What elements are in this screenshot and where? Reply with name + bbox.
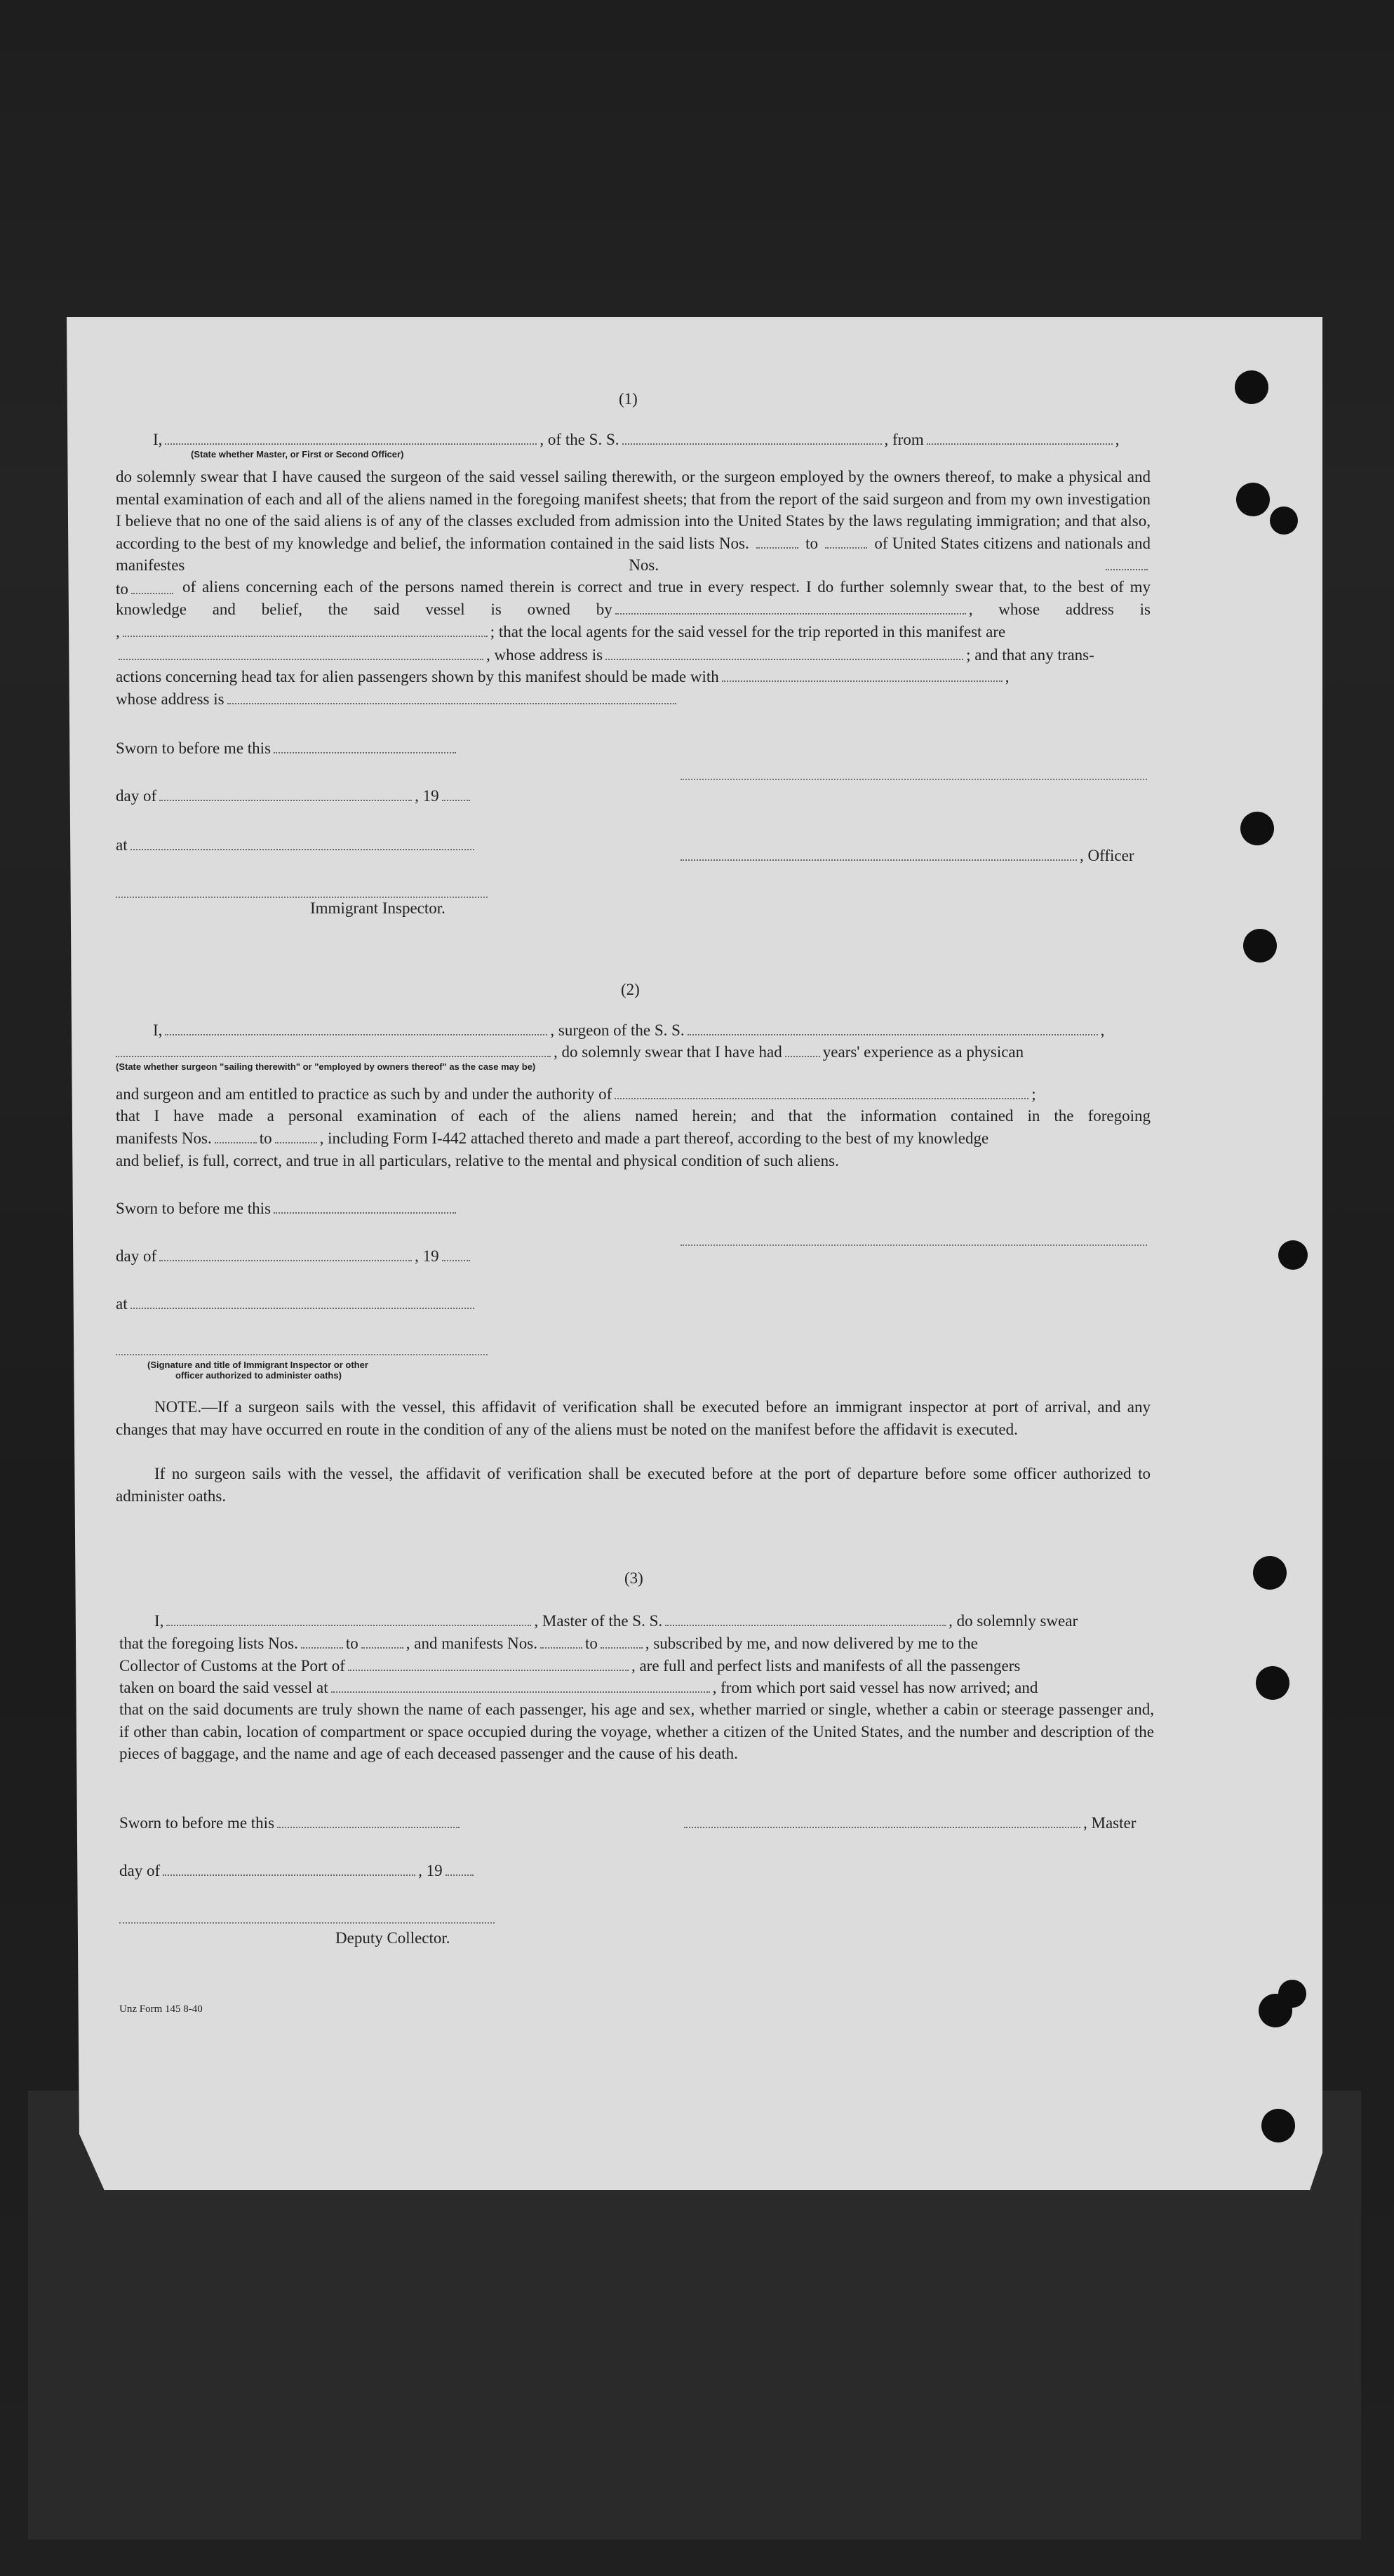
blank-master-name bbox=[166, 1623, 531, 1626]
immigrant-inspector-label: Immigrant Inspector. bbox=[310, 899, 445, 917]
punch-hole bbox=[1270, 507, 1298, 535]
section-1-line-1: I, , of the S. S. , from , bbox=[153, 431, 1120, 448]
blank-owner-address bbox=[123, 634, 488, 637]
section-3-line-1: I, , Master of the S. S. , do solemnly swear bbox=[154, 1612, 1078, 1630]
blank-month bbox=[159, 1259, 412, 1261]
blank-month bbox=[163, 1873, 415, 1876]
section-2-line-2: , do solemnly swear that I have had years' experience as a physican bbox=[116, 1040, 1024, 1064]
blank-owner bbox=[615, 612, 966, 615]
blank-manifests-to bbox=[601, 1646, 643, 1649]
section-1-day-of: day of , 19 bbox=[116, 784, 473, 808]
section-2-line-4: that I have made a personal examination of each of the aliens named herein; and that the information contained in the foregoing bbox=[116, 1107, 1151, 1125]
blank-sworn-day bbox=[274, 1211, 456, 1214]
section-1-agents-line: , ; that the local agents for the said vessel for the trip reported in this manifest are bbox=[116, 623, 1006, 640]
note-paragraph-1: NOTE.—If a surgeon sails with the vessel, this affidavit of verification shall be executed before an immigrant inspector at port of arrival, and any changes that may have occurred en route in the condition of any of the aliens must be noted on the manifest before the affidavit is executed. bbox=[116, 1398, 1151, 1438]
blank-ship-name bbox=[622, 442, 882, 445]
blank-sworn-day bbox=[274, 751, 456, 753]
section-2-day-of: day of , 19 bbox=[116, 1245, 473, 1268]
section-3-line-3: Collector of Customs at the Port of , are full and perfect lists and manifests of all the passengers bbox=[119, 1657, 1021, 1675]
blank-port bbox=[348, 1668, 629, 1671]
punch-hole bbox=[1256, 1666, 1289, 1700]
from-label: , from bbox=[884, 431, 924, 448]
signature-caption-1: (Signature and title of Immigrant Inspector or other bbox=[147, 1360, 368, 1370]
section-2-number: (2) bbox=[621, 981, 640, 998]
blank-officer bbox=[165, 442, 537, 445]
blank-agents bbox=[119, 657, 483, 660]
section-1-line-to: to bbox=[116, 577, 176, 601]
signature-line-master bbox=[681, 779, 1147, 780]
blank-manifest-to bbox=[275, 1141, 317, 1143]
blank-place bbox=[130, 1306, 474, 1309]
to-label: to bbox=[805, 534, 818, 552]
blank-surgeon-name bbox=[165, 1033, 547, 1035]
section-1-whose-address: whose address is bbox=[116, 687, 679, 711]
note-paragraph-2: If no surgeon sails with the vessel, the affidavit of verification shall be executed before at the port of departure before some officer authorized to administer oaths. bbox=[116, 1465, 1151, 1505]
section-3-number: (3) bbox=[624, 1569, 643, 1587]
section-2-line-1: I, , surgeon of the S. S. , bbox=[153, 1021, 1105, 1039]
blank-month bbox=[159, 798, 412, 801]
section-3-master: , Master bbox=[684, 1811, 1136, 1835]
blank-agents-address bbox=[605, 657, 963, 660]
section-3-line-4: taken on board the said vessel at , from which port said vessel has now arrived; and bbox=[119, 1679, 1038, 1696]
deputy-collector-label: Deputy Collector. bbox=[335, 1929, 450, 1947]
blank-officer-signature bbox=[681, 858, 1077, 861]
section-2-line-6: and belief, is full, correct, and true in all particulars, relative to the mental and physical condition of such aliens. bbox=[116, 1152, 839, 1169]
blank-surgeon-status bbox=[116, 1054, 551, 1057]
punch-hole bbox=[1243, 929, 1277, 962]
section-3-day-of: day of , 19 bbox=[119, 1859, 476, 1883]
punch-hole bbox=[1253, 1556, 1287, 1590]
section-2-line-5: manifests Nos. to , including Form I-442 attached thereto and made a part thereof, according to the best of my knowledge bbox=[116, 1129, 989, 1147]
blank-lists-to bbox=[361, 1646, 403, 1649]
blank-head-tax-address bbox=[227, 702, 676, 704]
section-3-sworn: Sworn to before me this bbox=[119, 1811, 462, 1835]
section-1-officer: , Officer bbox=[681, 844, 1134, 868]
citizens-text: of United States citizens and nationals and manifestes Nos. bbox=[116, 534, 1151, 574]
blank-year bbox=[442, 1259, 470, 1261]
blank-year bbox=[445, 1873, 474, 1876]
blank-from bbox=[927, 442, 1113, 445]
punch-hole bbox=[1240, 812, 1274, 845]
section-1-oath-paragraph bbox=[116, 466, 1151, 576]
oath-text: do solemnly swear that I have caused the surgeon of the said vessel sailing therewith, or the surgeon employed by the owners thereof, to make a physical and mental examination of each and all of the aliens named in the foregoing manifest sheets; that from the report of the said surgeon and from my own investigation I believe that no one of the said aliens is of any of the classes excluded from admission into the United States by the laws regulating immigration; and that also, according to the best of my knowledge and belief, the information contained in the said lists Nos. bbox=[116, 468, 1151, 552]
section-3-paragraph: that on the said documents are truly shown the name of each passenger, his age and sex, whether married or single, whether a cabin or steerage passenger and, if other than cabin, location of compartment or space occupied during the voyage, whether a citizen of the United States, and the number and description of the pieces of baggage, and the name and age of each deceased passenger and the cause of his death. bbox=[119, 1700, 1154, 1762]
blank-departure-port bbox=[331, 1690, 710, 1693]
section-1-number: (1) bbox=[619, 390, 638, 408]
blank-authority bbox=[615, 1096, 1028, 1099]
punch-hole bbox=[1235, 370, 1268, 404]
punch-hole bbox=[1278, 1240, 1308, 1270]
signature-line-surgeon bbox=[681, 1245, 1147, 1246]
punch-hole bbox=[1278, 1980, 1306, 2008]
blank-manifest-from bbox=[215, 1141, 257, 1143]
ship-label: , of the S. S. bbox=[539, 431, 619, 448]
blank-place bbox=[130, 847, 474, 850]
section-1-at: at bbox=[116, 833, 477, 857]
blank-sworn-day bbox=[277, 1825, 460, 1828]
blank-manifests-from bbox=[1106, 568, 1148, 570]
blank-lists-from bbox=[756, 546, 798, 549]
section-2-line-3: and surgeon and am entitled to practice as such by and under the authority of ; bbox=[116, 1085, 1036, 1103]
section-1-sworn: Sworn to before me this bbox=[116, 737, 459, 760]
section-1-head-tax-line: actions concerning head tax for alien passengers shown by this manifest should be made with , bbox=[116, 668, 1010, 685]
oath-intro: I, bbox=[153, 431, 163, 448]
blank-years bbox=[785, 1054, 820, 1057]
blank-master-signature bbox=[684, 1825, 1080, 1828]
officer-caption: (State whether Master, or First or Second Officer) bbox=[191, 449, 404, 459]
blank-surgeon-ship bbox=[688, 1033, 1098, 1035]
blank-head-tax bbox=[722, 679, 1003, 682]
section-2-sworn: Sworn to before me this bbox=[116, 1197, 459, 1221]
section-1-agents-address-line: , whose address is ; and that any trans- bbox=[116, 643, 1094, 667]
punch-hole bbox=[1236, 483, 1270, 516]
section-2-at: at bbox=[116, 1292, 477, 1316]
signature-caption-2: officer authorized to administer oaths) bbox=[175, 1370, 342, 1381]
blank-lists-from bbox=[301, 1646, 343, 1649]
section-1-ownership-paragraph: of aliens concerning each of the persons named therein is correct and true in every respect. I do further solemnly swear that, to the best of my knowledge and belief, the said vessel is owned by , whose address is bbox=[116, 578, 1151, 618]
form-number: Unz Form 145 8-40 bbox=[119, 2004, 203, 2015]
blank-year bbox=[442, 798, 470, 801]
surgeon-caption: (State whether surgeon "sailing therewith" or "employed by owners thereof" as the case may be) bbox=[116, 1061, 536, 1072]
deputy-signature-line bbox=[119, 1922, 495, 1924]
inspector-signature-line bbox=[116, 1354, 488, 1355]
section-3-line-2: that the foregoing lists Nos. to , and manifests Nos. to , subscribed by me, and now delivered by me to the bbox=[119, 1635, 978, 1652]
blank-manifests-from bbox=[540, 1646, 582, 1649]
blank-master-ship bbox=[665, 1623, 946, 1626]
punch-hole bbox=[1261, 2109, 1295, 2142]
blank-lists-to bbox=[825, 546, 867, 549]
